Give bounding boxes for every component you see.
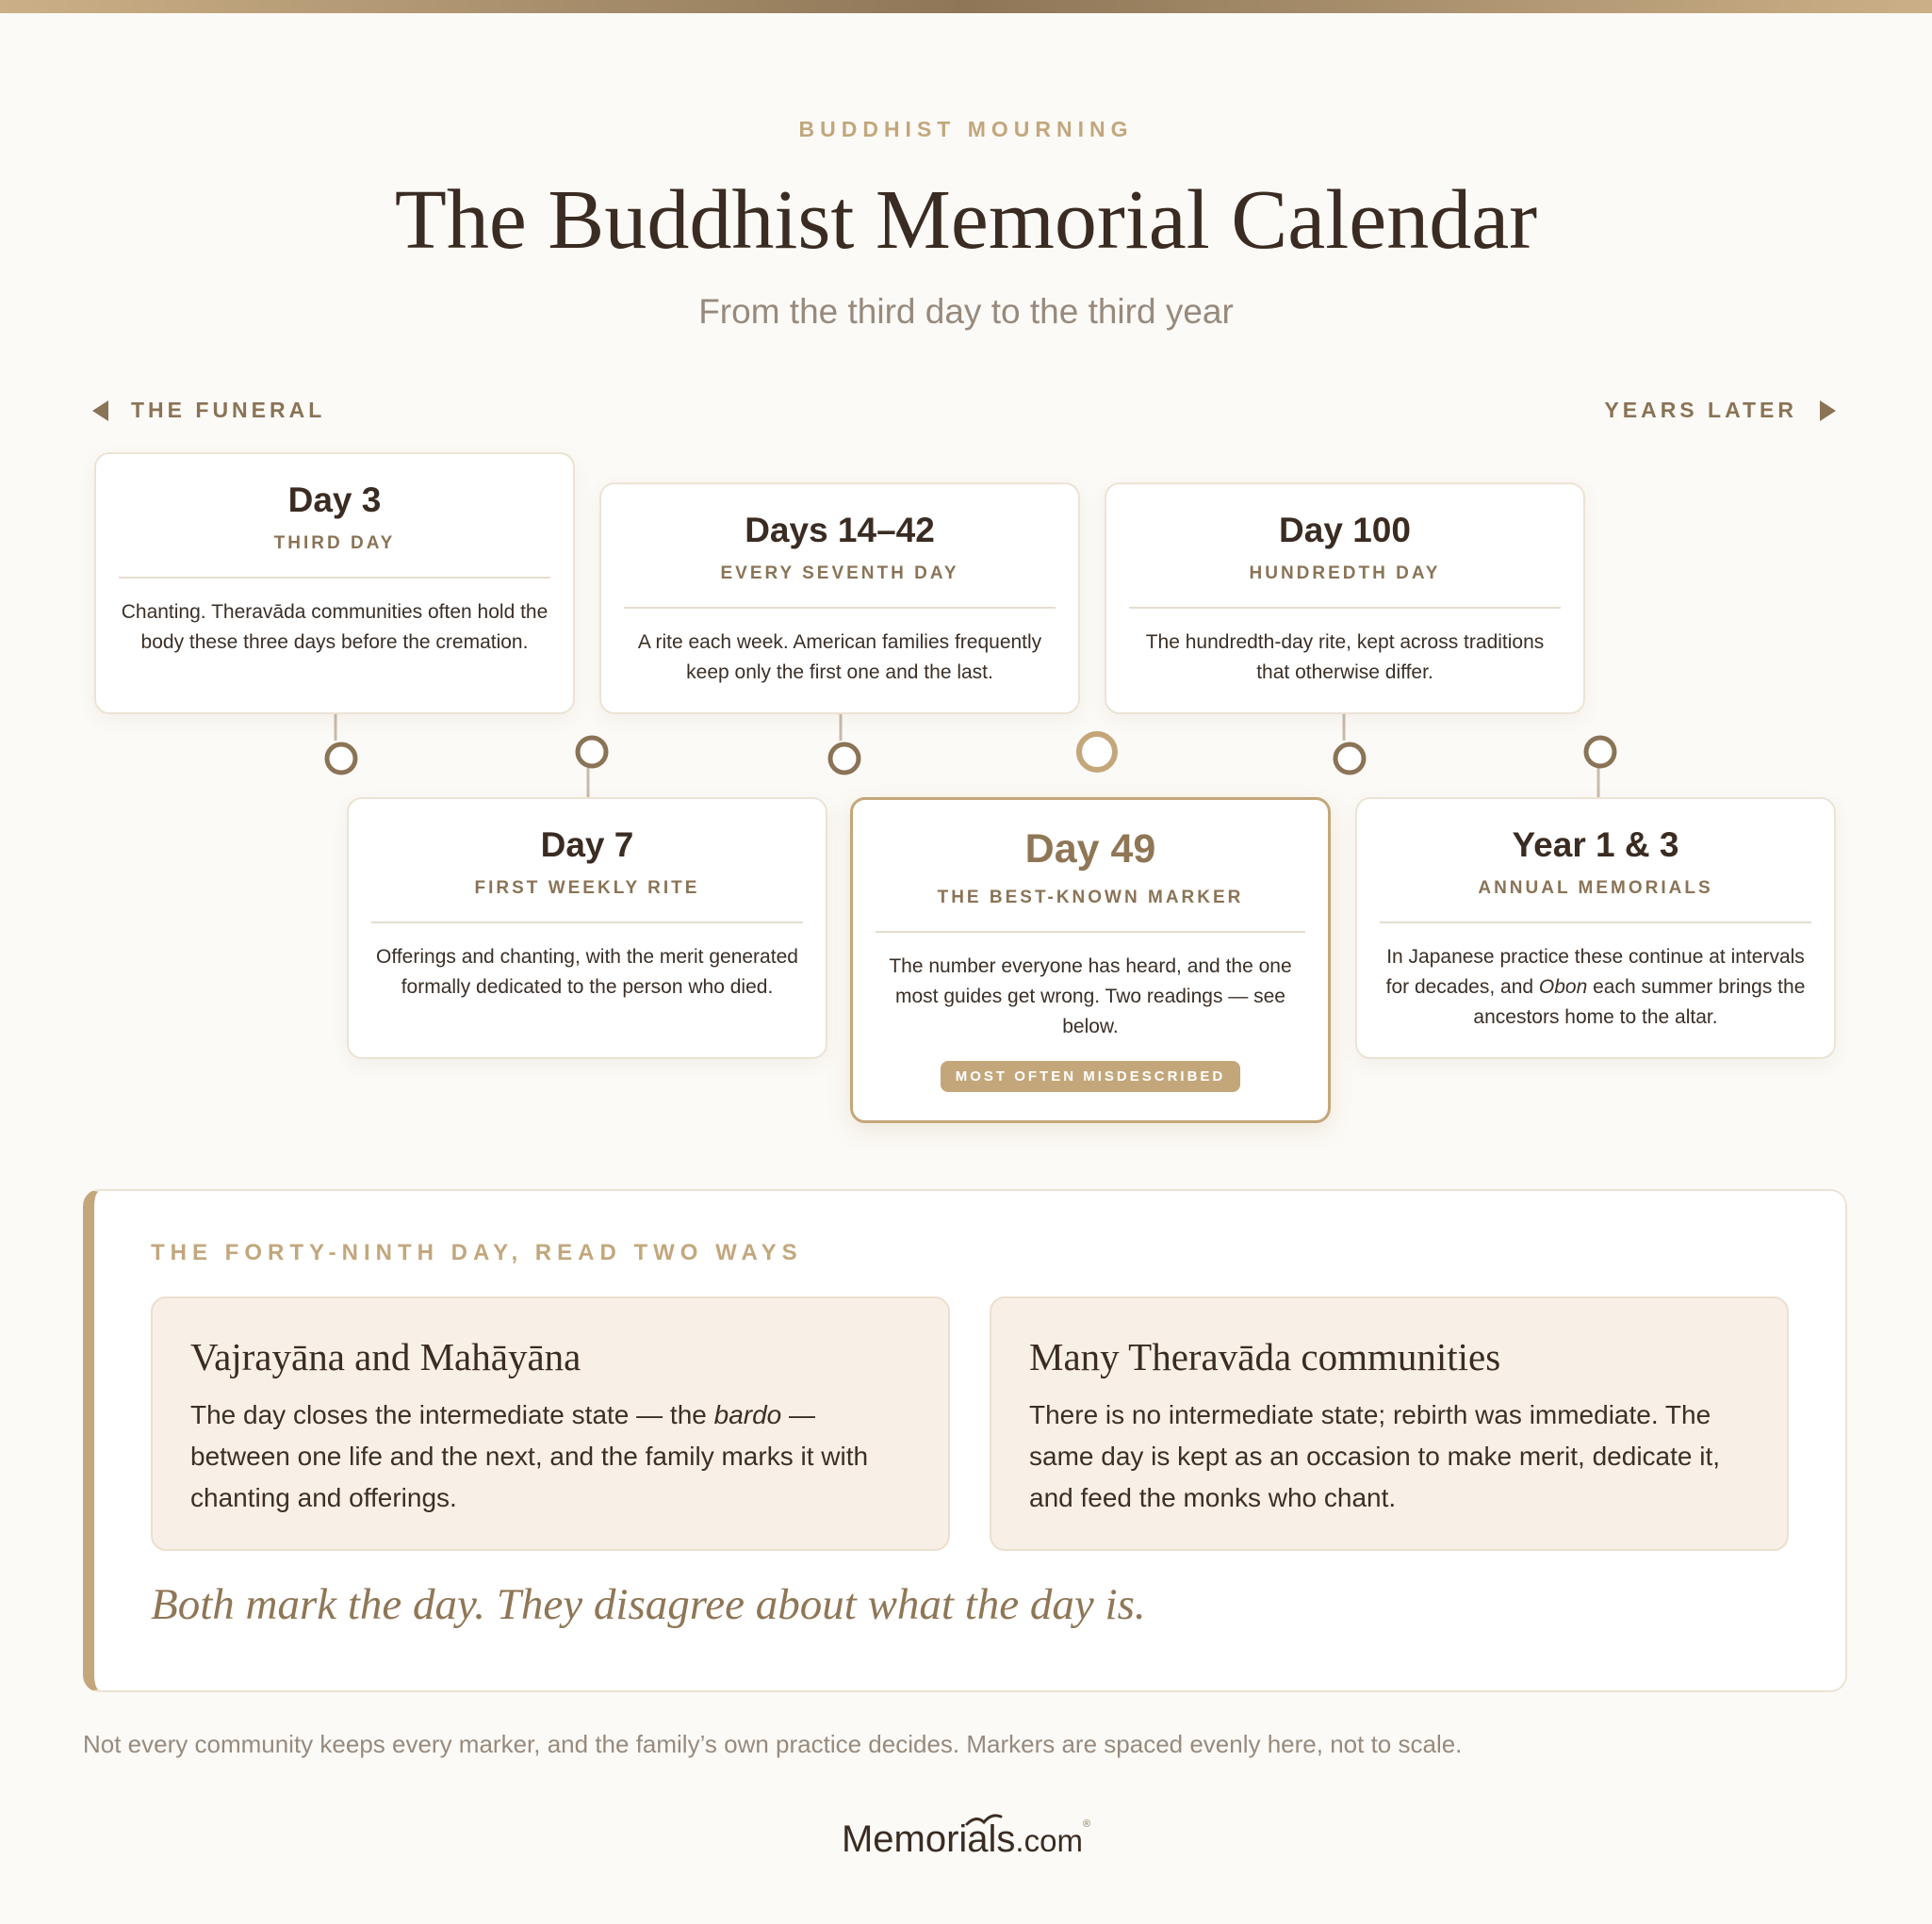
card-day49 — [850, 797, 1331, 1123]
timeline-end-label: YEARS LATER — [1604, 398, 1797, 422]
body-text: In Japanese practice these continue at intervals for decades, and — [1385, 946, 1805, 998]
card-title: Day 49 — [1024, 826, 1156, 872]
timeline-end — [1604, 398, 1836, 423]
panel-title: THE FORTY-NINTH DAY, READ TWO WAYS — [151, 1240, 803, 1265]
reading-body: There is no intermediate state; rebirth was immediate. The same day is kept as an occasion to make merit, dedicate it, and feed the monks who chant. — [1029, 1400, 1721, 1512]
card-subtitle: ANNUAL MEMORIALS — [1478, 878, 1713, 898]
card-title: Year 1 & 3 — [1512, 825, 1679, 864]
emphasis-text: Obon — [1538, 976, 1588, 998]
card-divider — [876, 931, 1305, 933]
node-days14-42 — [830, 744, 859, 773]
closing-quote: Both mark the day. They disagree about what the day is. — [151, 1580, 1146, 1629]
reading-title: Many Theravāda communities — [1029, 1335, 1501, 1378]
reading-title: Vajrayāna and Mahāyāna — [190, 1335, 581, 1378]
node-day3 — [327, 744, 355, 773]
body-text: — between one life and the next, and the family marks it with chanting and offerings. — [190, 1400, 869, 1512]
page-title: The Buddhist Memorial Calendar — [394, 173, 1538, 267]
card-subtitle: EVERY SEVENTH DAY — [720, 563, 959, 583]
card-year1-3 — [1355, 797, 1836, 1059]
card-title: Days 14–42 — [745, 511, 935, 549]
logo-reg: ® — [1082, 1818, 1091, 1830]
card-title: Day 100 — [1279, 511, 1411, 549]
card-divider — [624, 607, 1056, 609]
card-divider — [119, 577, 550, 579]
reading-body — [190, 1394, 910, 1519]
emphasis-text: bardo — [713, 1400, 782, 1429]
card-body: A rite each week. American families frequently keep only the first one and the last. — [637, 631, 1042, 683]
card-day3 — [94, 452, 575, 714]
node-day49 — [1079, 734, 1115, 770]
readings-panel — [83, 1189, 1847, 1692]
page-subtitle: From the third day to the third year — [698, 292, 1234, 331]
card-subtitle: FIRST WEEKLY RITE — [474, 878, 700, 898]
card-divider — [1129, 607, 1561, 609]
card-day100 — [1105, 482, 1585, 714]
arrow-right-icon — [1820, 400, 1836, 421]
body-text: The day closes the intermediate state — the — [190, 1400, 714, 1429]
card-body: The number everyone has heard, and the one most guides get wrong. Two readings — see below. — [889, 955, 1292, 1037]
node-day7 — [578, 738, 606, 766]
body-text: each summer brings the ancestors home to the altar. — [1473, 976, 1806, 1028]
timeline-start-label: THE FUNERAL — [131, 398, 326, 422]
card-divider — [1380, 921, 1811, 923]
bird-icon — [965, 1811, 1003, 1830]
card-subtitle: THE BEST-KNOWN MARKER — [937, 888, 1244, 907]
card-divider — [371, 921, 803, 923]
card-subtitle: HUNDREDTH DAY — [1249, 563, 1441, 583]
logo-name: Memorials — [841, 1818, 1016, 1860]
timeline-start — [92, 398, 325, 423]
status-badge: MOST OFTEN MISDESCRIBED — [941, 1061, 1241, 1092]
card-days14-42 — [599, 482, 1080, 714]
top-accent-bar — [0, 0, 1932, 13]
eyebrow: BUDDHIST MOURNING — [798, 117, 1134, 141]
footnote: Not every community keeps every marker, and the family’s own practice decides. Markers are spaced evenly here, not to scale. — [83, 1730, 1463, 1758]
node-day100 — [1335, 744, 1364, 773]
card-body: Chanting. Theravāda communities often hold the body these three days before the cremation. — [121, 601, 548, 653]
card-day7 — [347, 797, 827, 1059]
card-subtitle: THIRD DAY — [273, 533, 396, 553]
card-body: Offerings and chanting, with the merit generated formally dedicated to the person who died. — [376, 946, 798, 998]
reading-vajrayana — [151, 1296, 950, 1551]
card-body: The hundredth-day rite, kept across traditions that otherwise differ. — [1145, 631, 1545, 683]
card-title: Day 7 — [540, 825, 634, 864]
logo-suffix: .com — [1015, 1823, 1083, 1858]
arrow-left-icon — [92, 400, 108, 421]
card-title: Day 3 — [287, 481, 382, 519]
node-year1-3 — [1586, 738, 1614, 766]
brand-logo — [0, 1818, 1932, 1861]
reading-theravada — [990, 1296, 1789, 1551]
card-body — [1380, 942, 1811, 1033]
